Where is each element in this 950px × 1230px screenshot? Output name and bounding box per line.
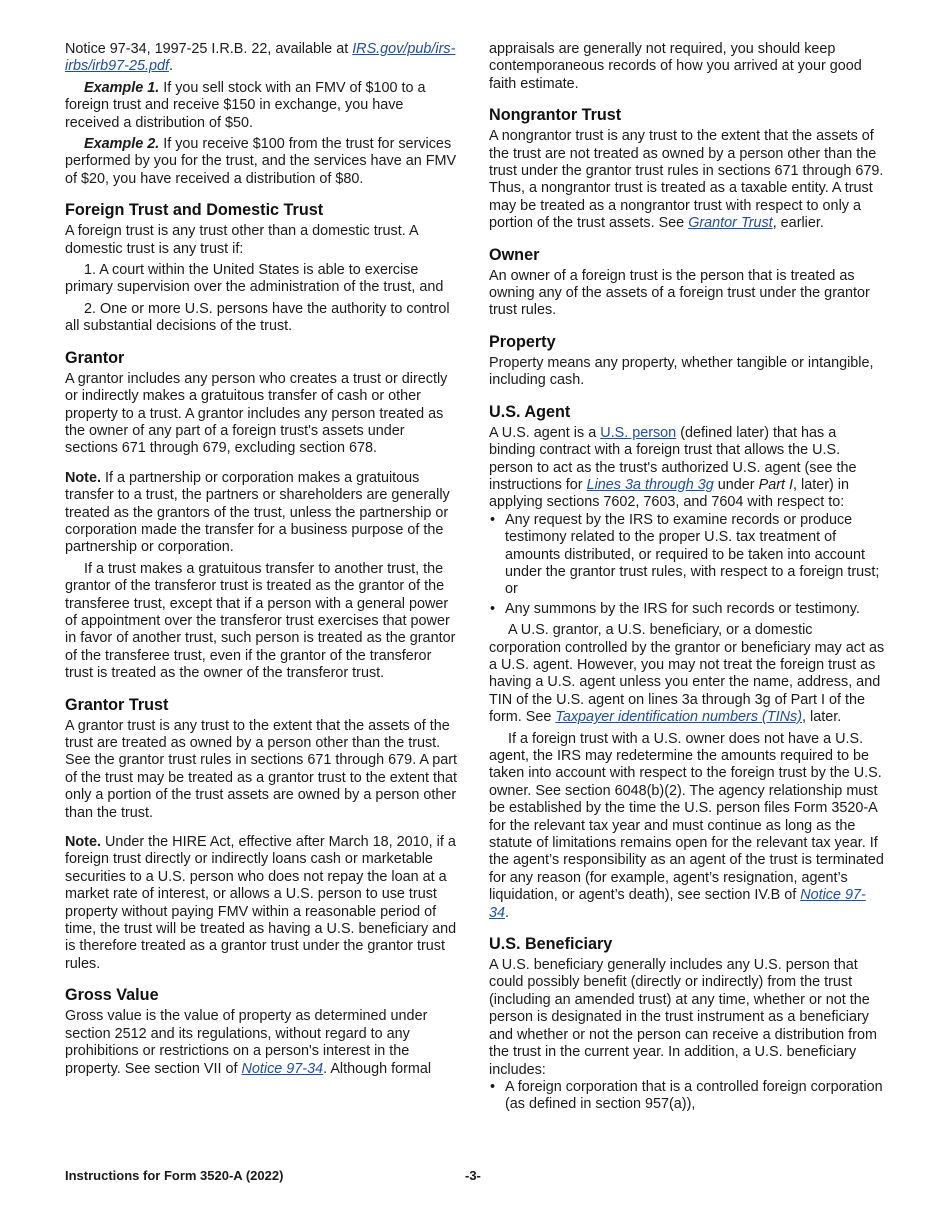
bullet-icon: •: [490, 511, 496, 528]
grantor-paragraph: A grantor includes any person who creates a trust or directly or indirectly makes a gratuitous transfer of cash or other property to a trust. A grantor includes any person treated as the owner of any part of a foreign trust's assets under sections 671 through 679, excluding section 678.: [65, 370, 448, 457]
gross-value-paragraph: Gross value is the value of property as determined under section 2512 and its regulations, without regard to any prohibitions or restrictions on a person's interest in the property. See section VII of Notice 97-34. Although formal: [65, 1008, 432, 1077]
us-person-link[interactable]: U.S. person: [600, 424, 677, 441]
irs-irb-link[interactable]: IRS.gov/pub/irs-irbs/irb97-25.pdf: [65, 41, 456, 75]
heading-nongrantor-trust: Nongrantor Trust: [489, 106, 622, 125]
page-number: -3-: [465, 1168, 481, 1183]
bullet-icon: •: [490, 600, 496, 617]
right-column: [489, 41, 885, 1114]
tin-link[interactable]: Taxpayer identification numbers (TINs): [555, 709, 802, 726]
us-agent-paragraph-2: A U.S. grantor, a U.S. beneficiary, or a domestic corporation controlled by the grantor or beneficiary may act as a U.S. agent. However, you may not treat the foreign trust as having a U.S. agent unless you enter the name, address, and TIN of the U.S. agent on lines 3a through 3g of Part I of the form. See Taxpayer identification numbers (TINs), later.: [489, 622, 885, 726]
heading-gross-value: Gross Value: [65, 986, 159, 1005]
nongrantor-paragraph: A nongrantor trust is any trust to the extent that the assets of the trust are not treated as owned by a person other than the trust under the grantor trust rules in sections 671 through 679. Thus, a nongrantor trust is treated as a taxable entity. A trust may be treated as a nongrantor trust with respect to only a portion of the trust assets. See Grantor Trust, earlier.: [489, 128, 884, 232]
list-item: 1. A court within the United States is able to exercise primary supervision over the administration of the trust, and: [65, 262, 444, 296]
list-item: • Any summons by the IRS for such records or testimony.: [490, 600, 860, 617]
owner-paragraph: An owner of a foreign trust is the person that is treated as owning any of the assets of a foreign trust under the grantor trust rules.: [489, 267, 870, 319]
lines-3a-3g-link[interactable]: Lines 3a through 3g: [586, 476, 714, 493]
notice-97-34-link[interactable]: Notice 97-34: [489, 887, 866, 921]
us-agent-paragraph: A U.S. agent is a U.S. person (defined later) that has a binding contract with a foreign trust that allows the U.S. person to act as the trust's authorized U.S. agent (see the instructions for Lines 3a through 3g under Part I, later) in applying sections 7602, 7603, and 7604 with respect to:: [489, 424, 857, 511]
foreign-trust-paragraph: A foreign trust is any trust other than a domestic trust. A domestic trust is any trust if:: [65, 223, 418, 257]
heading-grantor-trust: Grantor Trust: [65, 695, 169, 714]
example-1: Example 1. If you sell stock with an FMV of $100 to a foreign trust and receive $150 in exchange, you have received a distribution of $50.: [65, 79, 426, 131]
list-item: • A foreign corporation that is a controlled foreign corporation (as defined in section 957(a)),: [490, 1078, 883, 1113]
heading-us-agent: U.S. Agent: [489, 402, 571, 421]
notice-paragraph: Notice 97-34, 1997-25 I.R.B. 22, available at IRS.gov/pub/irs-irbs/irb97-25.pdf.: [65, 41, 456, 75]
bullet-icon: •: [490, 1078, 496, 1095]
grantor-trust-link[interactable]: Grantor Trust: [688, 215, 773, 232]
heading-foreign-domestic-trust: Foreign Trust and Domestic Trust: [65, 201, 324, 220]
list-item: 2. One or more U.S. persons have the authority to control all substantial decisions of the trust.: [65, 300, 450, 335]
note-partnership: Note. If a partnership or corporation makes a gratuitous transfer to a trust, the partners or shareholders are generally treated as the grantors of the trust, unless the partnership or corporation made the transfer for a business purpose of the partnership or corporation.: [65, 469, 450, 556]
form-title: Instructions for Form 3520-A (2022): [65, 1168, 284, 1183]
note-hire-act: Note. Under the HIRE Act, effective after March 18, 2010, if a foreign trust directly or indirectly loans cash or marketable securities to a U.S. person who does not repay the loan at a market rate of interest, or allows a U.S. person to use trust property without paying FMV within a reasonable period of time, the trust will be treated as having a U.S. beneficiary and is therefore treated as a grantor trust under the grantor trust rules.: [65, 834, 457, 972]
grantor-trust-paragraph: A grantor trust is any trust to the extent that the assets of the trust are treated as owned by a person other than the trust. See the grantor trust rules in sections 671 through 679. A part of the trust may be treated as a grantor trust to the extent that only a portion of the trust assets are owned by a person other than the trust.: [65, 717, 457, 821]
list-item: • Any request by the IRS to examine records or produce testimony related to the proper U.S. tax treatment of amounts distributed, or required to be taken into account under the grantor trust rules, with respect to a foreign trust; or: [490, 511, 880, 598]
us-beneficiary-paragraph: A U.S. beneficiary generally includes any U.S. person that could possibly benefit (directly or indirectly) from the trust (including an amended trust) at any time, whether or not the person is designated in the trust instrument as a beneficiary and whether or not the person can receive a distribution from the trust in the current year. In addition, a U.S. beneficiary includes:: [489, 957, 877, 1078]
example-2: Example 2. If you receive $100 from the trust for services performed by you for the trust, and the services have an FMV of $20, you have received a distribution of $80.: [65, 136, 457, 187]
heading-property: Property: [489, 332, 556, 351]
us-agent-paragraph-3: If a foreign trust with a U.S. owner does not have a U.S. agent, the IRS may redetermine the amounts required to be taken into account with respect to the foreign trust by the U.S. owner. See section 6048(b)(2). The agency relationship must be established by the time the U.S. person files Form 3520-A for the relevant tax year and must continue as long as the statute of limitations remains open for the relevant tax year. If the agent’s responsibility as an agent of the trust is terminated for any reason (for example, agent’s resignation, agent’s liquidation, or agent’s death), see section IV.B of Notice 97-34.: [489, 730, 884, 921]
heading-owner: Owner: [489, 245, 540, 264]
left-column: [65, 41, 461, 1078]
appraisal-paragraph: appraisals are generally not required, you should keep contemporaneous records of how you arrived at your good faith estimate.: [489, 41, 862, 92]
notice-97-34-link[interactable]: Notice 97-34: [241, 1060, 324, 1077]
property-paragraph: Property means any property, whether tangible or intangible, including cash.: [489, 354, 874, 389]
gratuitous-transfer-paragraph: If a trust makes a gratuitous transfer to another trust, the grantor of the transferor trust is treated as the grantor of the transferee trust, except that if a person with a general power of appointment over the transferor trust exercises that power in favor of another trust, such person is treated as the grantor of the transferee trust, even if the grantor of the transferor trust is treated as the owner of the transferor trust.: [65, 560, 456, 682]
heading-grantor: Grantor: [65, 348, 125, 367]
heading-us-beneficiary: U.S. Beneficiary: [489, 935, 613, 954]
